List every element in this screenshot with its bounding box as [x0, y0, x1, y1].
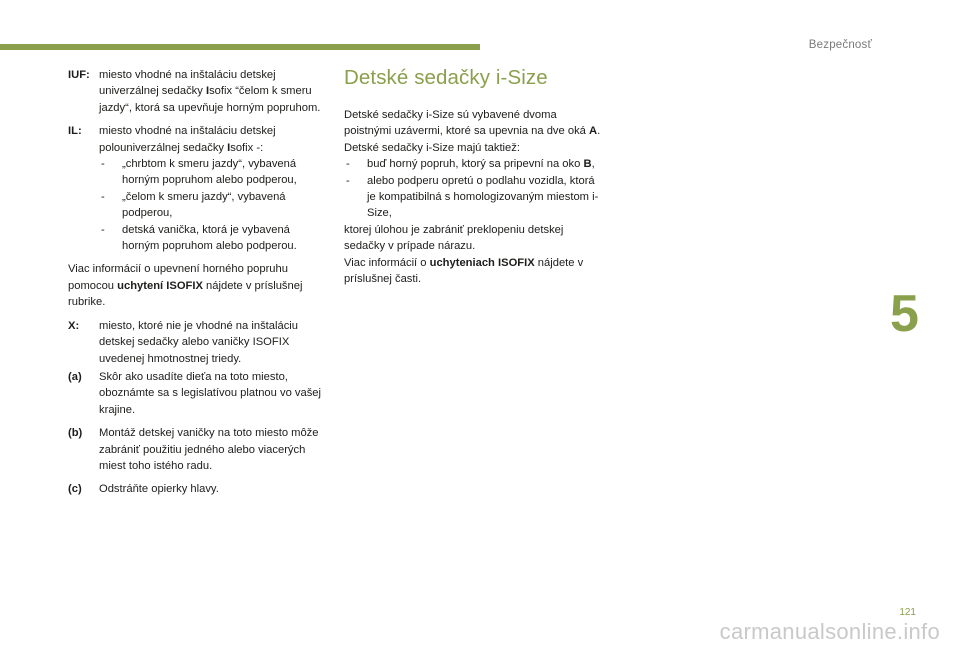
list-item-text	[367, 156, 604, 172]
x-entry	[68, 318, 326, 367]
dash-bullet: -	[346, 158, 350, 171]
iuf-bold: I	[205, 85, 210, 98]
watermark: carmanualsonline.info	[719, 619, 940, 644]
note-b-description: Montáž detskej vaničky na toto miesto môže zabrániť použitiu jedného alebo viacerých miest toho istého radu.	[99, 427, 319, 472]
section-header: Bezpečnosť	[808, 39, 872, 51]
note-a-term: (a)	[68, 370, 82, 383]
il-bold: I	[227, 141, 231, 154]
iuf-text-2: sofix “čelom k smeru jazdy“, ktorá sa upevňuje horným popruhom.	[99, 85, 321, 114]
p4-text-2: nájdete v príslušnej časti.	[344, 256, 584, 286]
list-item-text: „čelom k smeru jazdy“, vybavená podperou,	[122, 190, 286, 220]
note-b-entry	[68, 425, 326, 474]
isize-paragraph-4	[344, 255, 604, 288]
more-bold: uchytení ISOFIX	[117, 279, 203, 292]
list-item	[99, 156, 326, 189]
chapter-number: 5	[890, 285, 919, 343]
list-item	[344, 173, 604, 222]
list-item-text: detská vanička, ktorá je vybavená horným popruhom alebo podperou.	[122, 223, 297, 253]
x-description: miesto, ktoré nie je vhodné na inštaláciu detskej sedačky alebo vaničky ISOFIX uvedenej hmotnostnej triedy.	[99, 319, 299, 365]
dash1-bold: B	[583, 158, 592, 171]
il-term: IL:	[68, 125, 82, 138]
il-entry	[68, 123, 326, 254]
list-item	[344, 156, 604, 172]
iuf-text: miesto vhodné na inštaláciu detskej univerzálnej sedačky	[99, 69, 276, 98]
page-number: 121	[899, 607, 916, 618]
list-item-text: „chrbtom k smeru jazdy“, vybavená horným popruhom alebo podperou,	[122, 158, 297, 187]
list-item	[99, 189, 326, 222]
isize-paragraph-3: ktorej úlohou je zabrániť preklopeniu detskej sedačky v prípade nárazu.	[344, 223, 564, 253]
x-term: X:	[68, 319, 80, 332]
il-text: miesto vhodné na inštaláciu detskej polouniverzálnej sedačky	[99, 125, 276, 154]
iuf-term: IUF:	[68, 69, 90, 81]
note-a-entry	[68, 369, 326, 418]
list-item	[99, 222, 326, 255]
note-c-term: (c)	[68, 483, 82, 496]
p4-text: Viac informácií o	[344, 256, 430, 269]
iuf-entry	[68, 67, 326, 116]
more-info-paragraph	[68, 261, 326, 310]
dash-bullet: -	[101, 223, 105, 236]
il-text-2: sofix -:	[230, 141, 264, 154]
note-c-description: Odstráňte opierky hlavy.	[99, 483, 219, 496]
dash-bullet: -	[101, 158, 105, 171]
p1-text-2: .	[597, 125, 601, 138]
dash-bullet: -	[346, 174, 350, 187]
more-text: Viac informácií o upevnení horného popruhu pomocou	[68, 263, 288, 292]
list-item-text: alebo podperu opretú o podlahu vozidla, ktorá je kompatibilná s homologizovaným miestom i-Size,	[367, 174, 599, 220]
right-column	[344, 107, 604, 287]
il-description	[99, 123, 326, 254]
top-accent-bar	[0, 44, 480, 50]
isize-paragraph-1	[344, 107, 604, 140]
isize-paragraph-2: Detské sedačky i-Size majú taktiež:	[344, 141, 520, 154]
iuf-description	[99, 67, 326, 116]
dash1-text-2: ,	[591, 158, 595, 171]
dash-bullet: -	[101, 190, 105, 203]
note-c-entry	[68, 481, 326, 497]
note-b-term: (b)	[68, 427, 83, 440]
p1-bold: A	[589, 125, 598, 138]
more-text-2: nájdete v príslušnej rubrike.	[68, 279, 303, 309]
left-column	[68, 67, 326, 505]
il-dash-list	[99, 156, 326, 254]
p1-text: Detské sedačky i-Size sú vybavené dvoma poistnými uzávermi, ktoré sa upevnia na dve oká	[344, 109, 590, 138]
dash1-text: buď horný popruh, ktorý sa pripevní na oko	[367, 158, 584, 171]
note-a-description: Skôr ako usadíte dieťa na toto miesto, oboznámte sa s legislatívou platnou vo vašej krajine.	[99, 370, 322, 416]
p4-bold: uchyteniach ISOFIX	[429, 256, 535, 269]
section-title: Detské sedačky i-Size	[344, 66, 548, 89]
